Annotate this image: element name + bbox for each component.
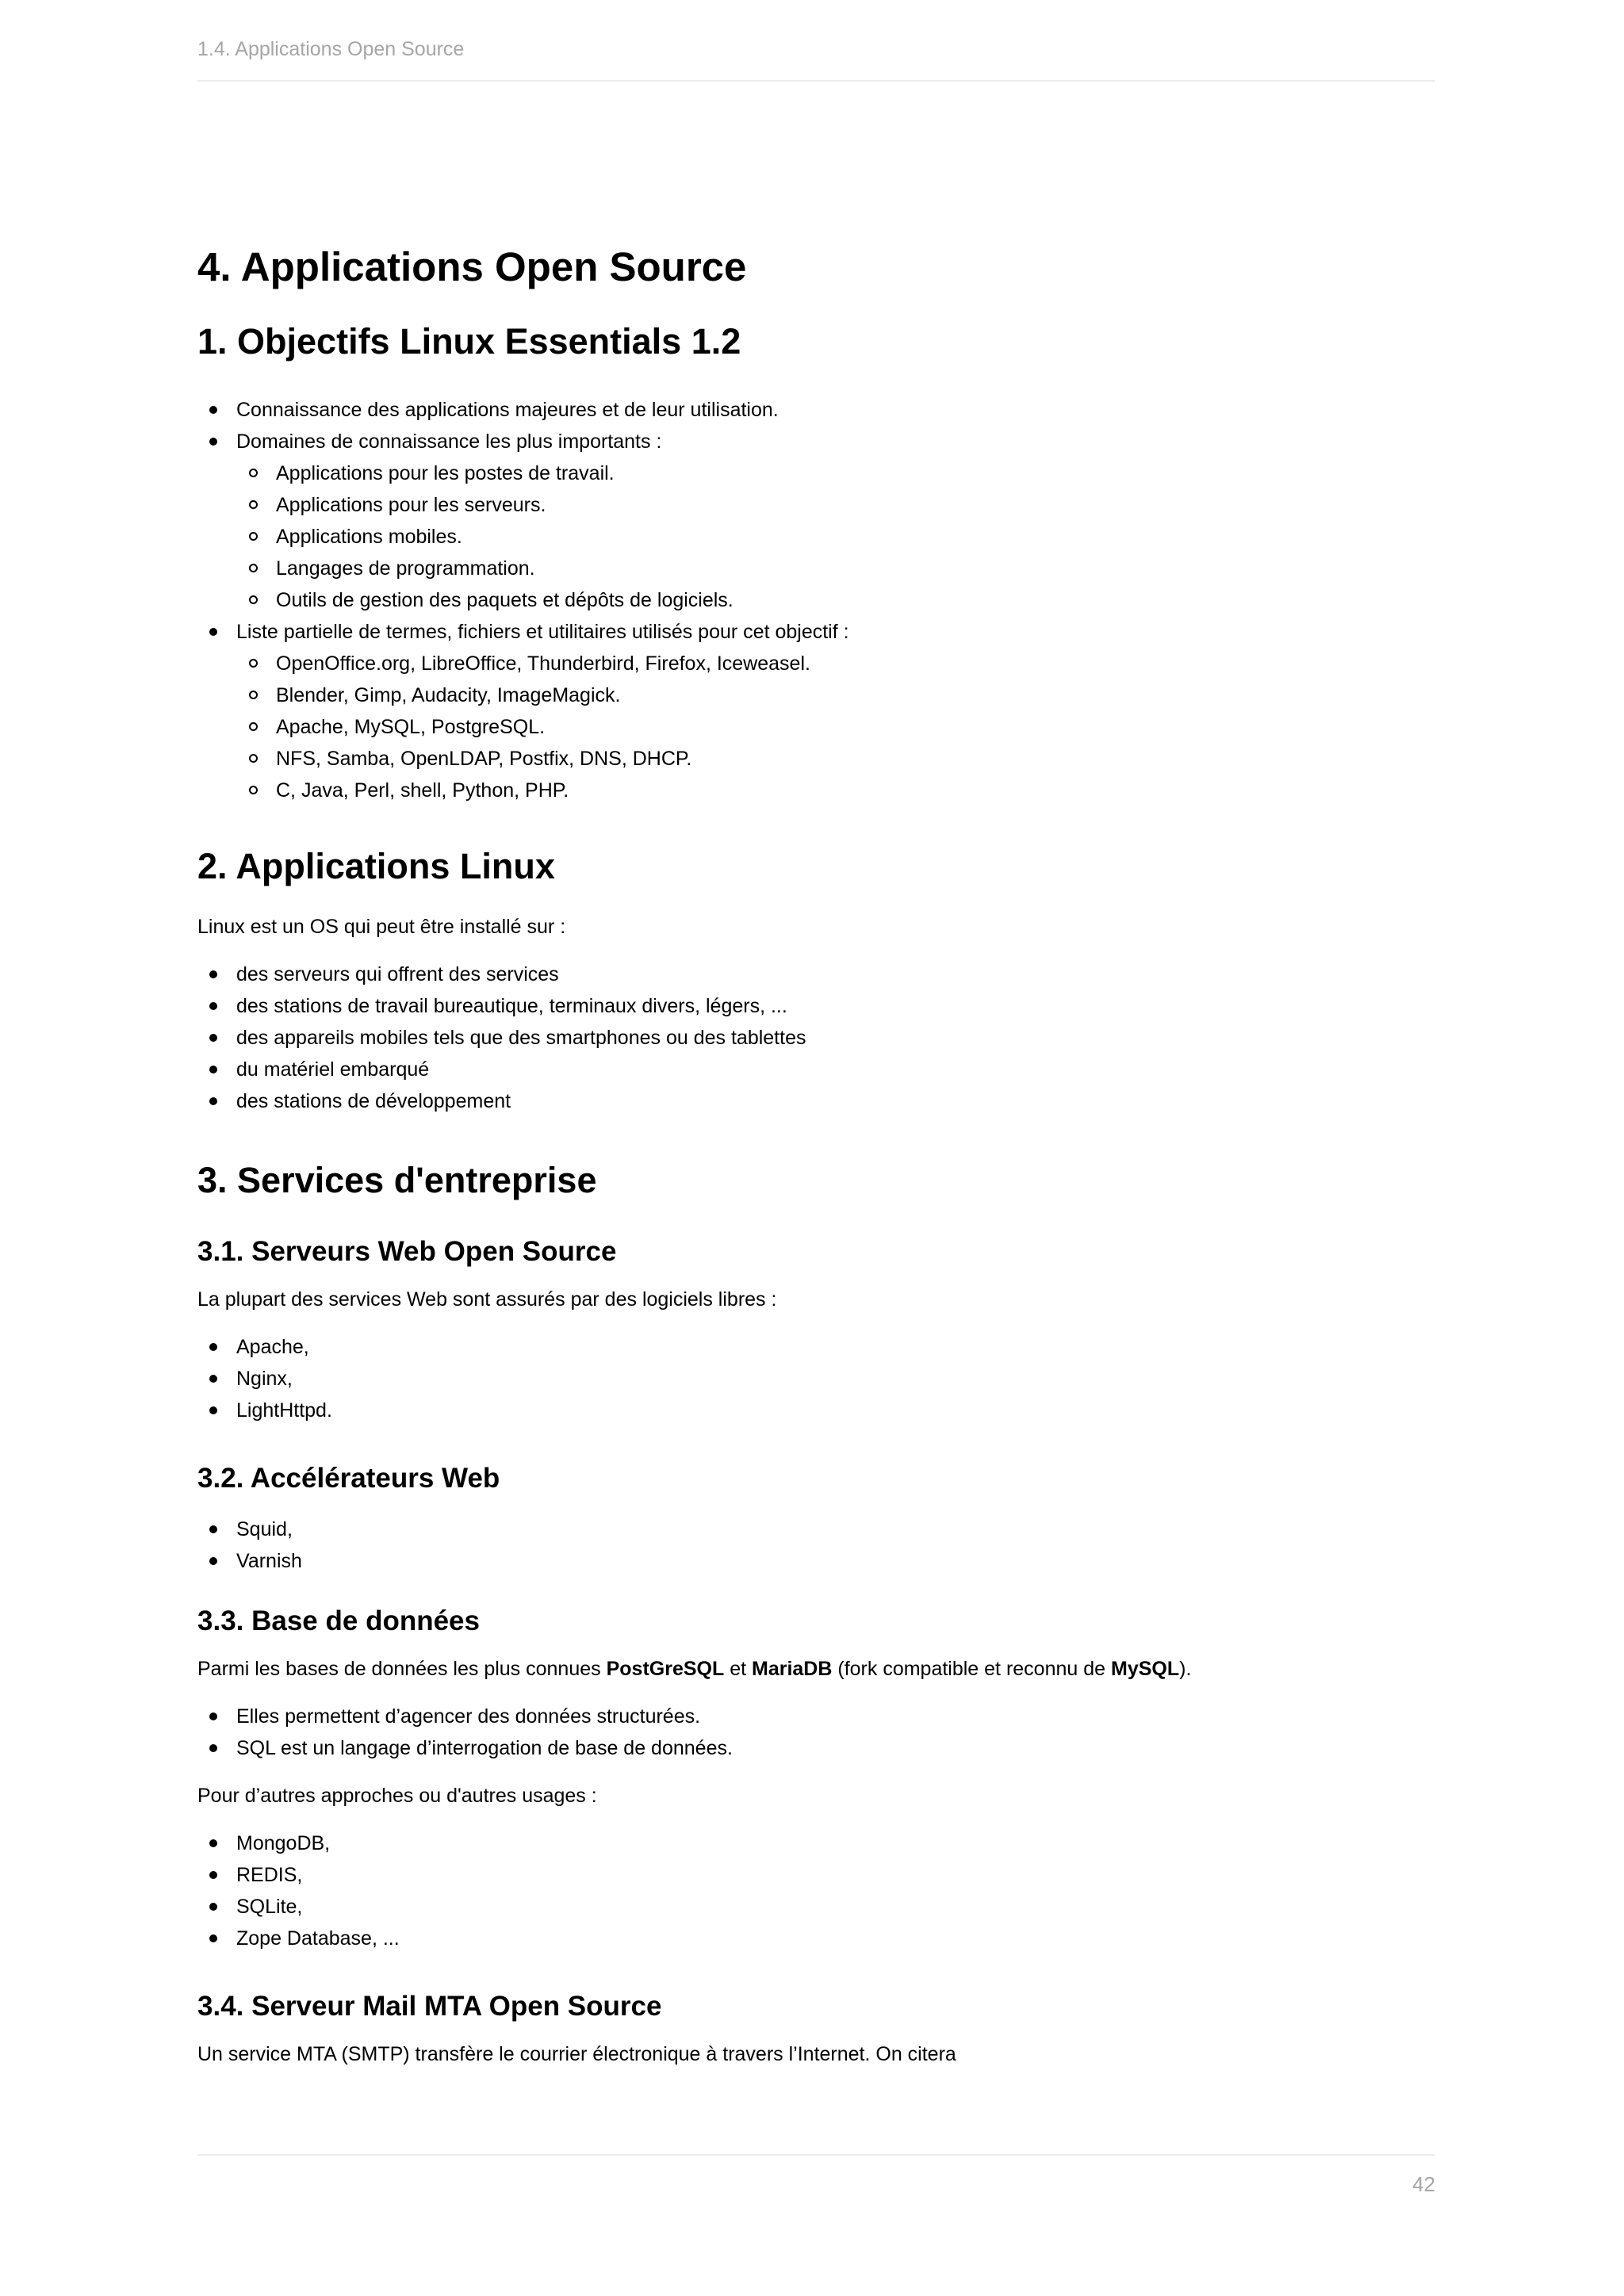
list-item: Nginx, (197, 1363, 1435, 1395)
list-item: MongoDB, (197, 1827, 1435, 1859)
list-item: Apache, MySQL, PostgreSQL. (236, 711, 1435, 743)
db-name-mariadb: MariaDB (752, 1658, 833, 1680)
db-name-postgresql: PostGreSQL (606, 1658, 725, 1680)
running-header: 1.4. Applications Open Source (197, 38, 465, 60)
header-divider (197, 80, 1435, 82)
footer-divider (197, 2154, 1435, 2156)
list-item: Applications mobiles. (236, 521, 1435, 553)
list-item: des serveurs qui offrent des services (197, 959, 1435, 990)
list-item: OpenOffice.org, LibreOffice, Thunderbird, Firefox, Iceweasel. (236, 648, 1435, 679)
list-item: Outils de gestion des paquets et dépôts de logiciels. (236, 584, 1435, 616)
subsection-title-accelerators: 3.2. Accélérateurs Web (197, 1463, 500, 1494)
accelerators-list (197, 1513, 1435, 1577)
list-item: REDIS, (197, 1859, 1435, 1891)
terms-sublist (236, 648, 1435, 806)
list-item: SQL est un langage d’interrogation de base de données. (197, 1732, 1435, 1764)
section-intro: Linux est un OS qui peut être installé sur : (197, 916, 566, 938)
list-item: Apache, (197, 1331, 1435, 1363)
list-item: Squid, (197, 1513, 1435, 1545)
linux-targets-list (197, 959, 1435, 1117)
databases-list (197, 1701, 1435, 1764)
subsection-title-mail-mta: 3.4. Serveur Mail MTA Open Source (197, 1991, 662, 2022)
list-item: Applications pour les postes de travail. (236, 457, 1435, 489)
paragraph: Pour d’autres approches ou d'autres usages : (197, 1785, 597, 1807)
list-item: des stations de travail bureautique, terminaux divers, légers, ... (197, 990, 1435, 1022)
paragraph: Un service MTA (SMTP) transfère le courrier électronique à travers l’Internet. On citera (197, 2043, 956, 2065)
other-databases-list (197, 1827, 1435, 1954)
list-item: Elles permettent d’agencer des données structurées. (197, 1701, 1435, 1732)
page-number: 42 (1412, 2172, 1435, 2196)
db-name-mysql: MySQL (1111, 1658, 1180, 1680)
page-content (197, 230, 1435, 2070)
list-item: des appareils mobiles tels que des smartphones ou des tablettes (197, 1022, 1435, 1054)
list-item: LightHttpd. (197, 1395, 1435, 1426)
list-item: Liste partielle de termes, fichiers et utilitaires utilisés pour cet objectif : OpenOffice.org, LibreOffice, Thunderbird, Firefox, Iceweasel. Blender, Gimp, Audacity, ImageMagick. Apache, MySQL, PostgreSQL. NFS, Samba, OpenLDAP, Postfix, DNS, DHCP. C, Java, Perl, shell, Python, PHP. (197, 616, 1435, 806)
list-item: SQLite, (197, 1891, 1435, 1923)
subsection-intro: Parmi les bases de données les plus connues PostGreSQL et MariaDB (fork compatible et reconnu de MySQL). (197, 1658, 1192, 1680)
objectifs-list (197, 394, 1435, 806)
section-title-services: 3. Services d'entreprise (197, 1160, 597, 1200)
list-item: Varnish (197, 1545, 1435, 1577)
list-item: NFS, Samba, OpenLDAP, Postfix, DNS, DHCP. (236, 743, 1435, 775)
domains-sublist (236, 457, 1435, 616)
list-item: Langages de programmation. (236, 553, 1435, 584)
list-item: Blender, Gimp, Audacity, ImageMagick. (236, 679, 1435, 711)
list-item: Zope Database, ... (197, 1923, 1435, 1954)
section-title-objectifs: 1. Objectifs Linux Essentials 1.2 (197, 321, 741, 362)
web-servers-list (197, 1331, 1435, 1426)
section-title-applications-linux: 2. Applications Linux (197, 846, 555, 886)
subsection-title-databases: 3.3. Base de données (197, 1605, 480, 1636)
subsection-intro: La plupart des services Web sont assurés par des logiciels libres : (197, 1288, 777, 1311)
list-item: des stations de développement (197, 1085, 1435, 1117)
list-item: C, Java, Perl, shell, Python, PHP. (236, 775, 1435, 806)
list-item: Domaines de connaissance les plus importants : Applications pour les postes de travail. Applications pour les serveurs. Applications mobiles. Langages de programmation. Outils de gestion des paquets et dépôts de logiciels. (197, 426, 1435, 616)
list-item: Applications pour les serveurs. (236, 489, 1435, 521)
chapter-title: 4. Applications Open Source (197, 244, 747, 289)
list-item: Connaissance des applications majeures et de leur utilisation. (197, 394, 1435, 426)
subsection-title-web-servers: 3.1. Serveurs Web Open Source (197, 1236, 617, 1267)
list-item: du matériel embarqué (197, 1054, 1435, 1085)
